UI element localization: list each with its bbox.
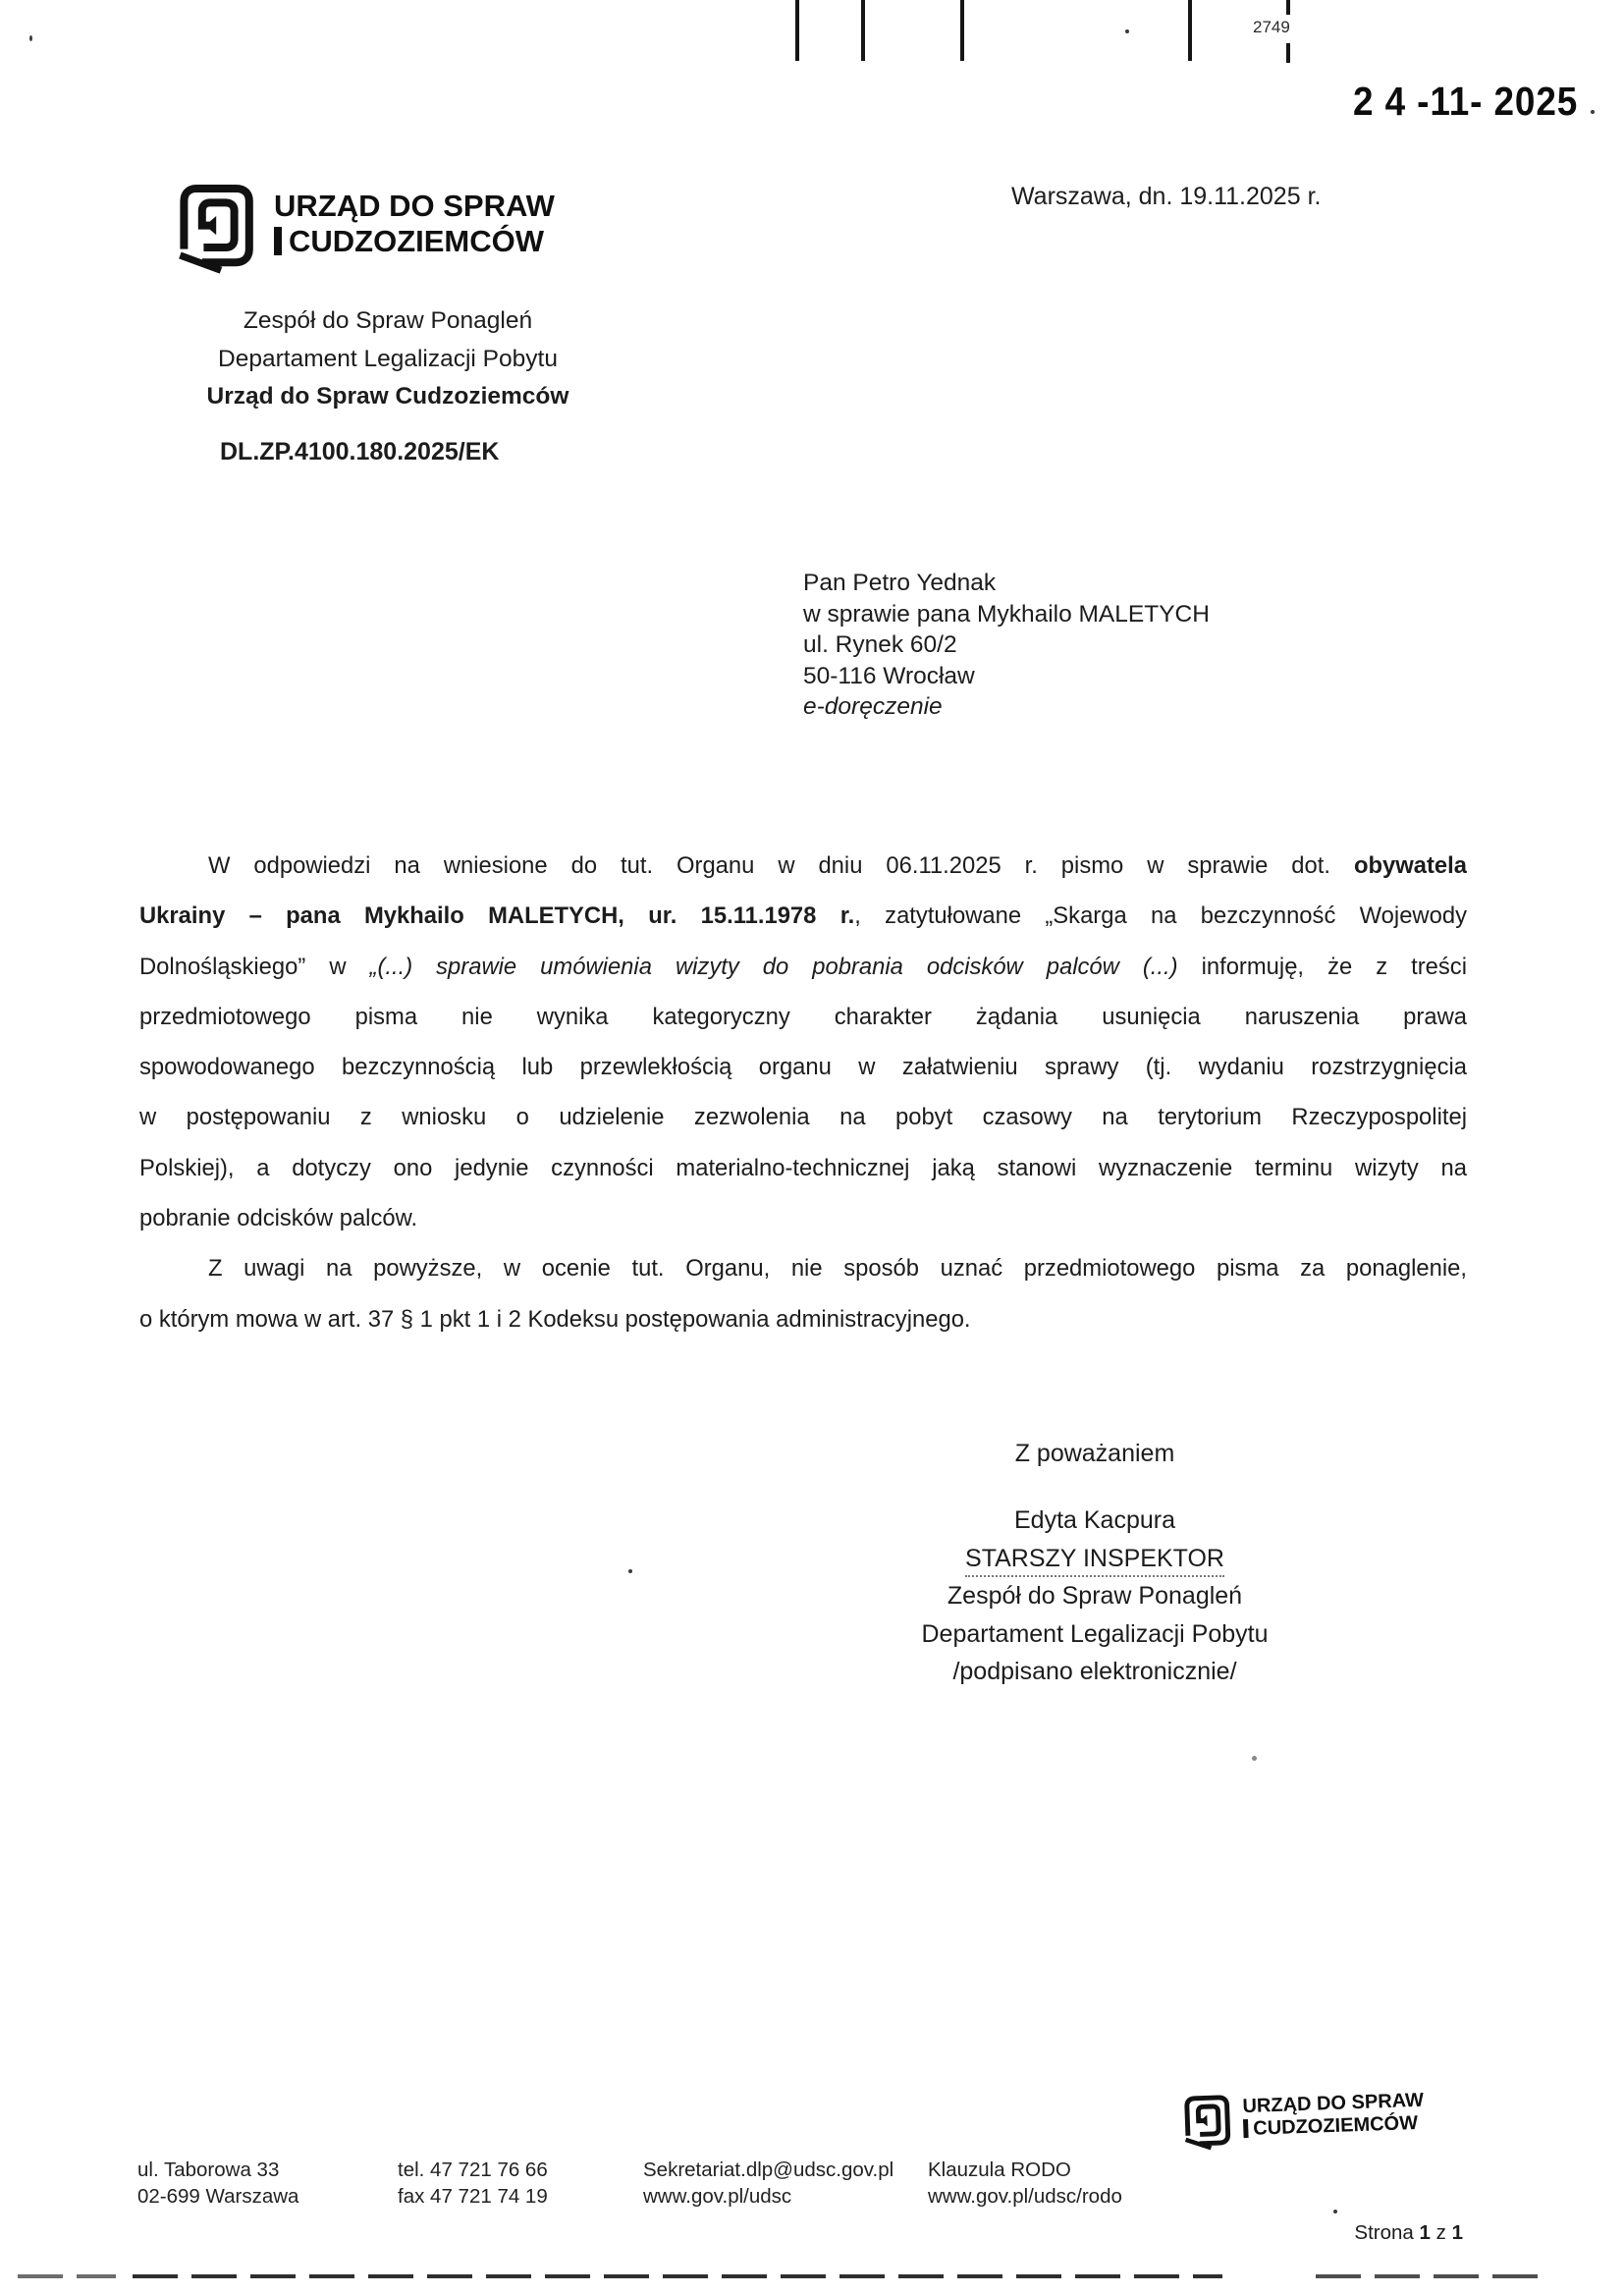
closing-block [771, 1440, 1419, 1691]
body-line [139, 1042, 1467, 1092]
page-number [1168, 2221, 1463, 2245]
text-segment: spowodowanego bezczynnością lub przewlekłością organu w załatwieniu sprawy (tj. wydaniu rozstrzygnięcia [139, 1054, 1467, 1081]
text-segment: obywatela [1353, 852, 1467, 879]
footer-phone [398, 2157, 548, 2210]
sender-department: Departament Legalizacji Pobytu [218, 345, 558, 372]
text-segment: Strona [1354, 2221, 1420, 2244]
body-line [139, 1193, 1467, 1243]
received-date-stamp: 2 4 -11- 2025 [1353, 79, 1579, 124]
text-segment: „(...) sprawie umówienia wizyty do pobrania odcisków palców (...) [369, 953, 1178, 980]
footer-address [137, 2157, 298, 2210]
sender-block [182, 302, 594, 416]
footer-office-logo [1180, 2086, 1425, 2153]
text-segment: przedmiotowego pisma nie wynika kategoryczny charakter żądania usunięcia naruszenia prawa [139, 1003, 1467, 1030]
text-segment: Dolnośląskiego” w [139, 953, 370, 980]
text-segment: Ukrainy – pana Mykhailo MALETYCH, ur. 15.11.1978 r. [139, 902, 855, 930]
scan-artifact [1252, 1756, 1257, 1761]
case-reference: DL.ZP.4100.180.2025/EK [220, 438, 500, 465]
signer-department: Departament Legalizacji Pobytu [921, 1619, 1269, 1648]
body-paragraph [139, 1243, 1467, 1344]
scan-artifact [1333, 2210, 1337, 2213]
footer-rodo-label: Klauzula RODO [928, 2158, 1071, 2181]
text-segment: Polskiej), a dotyczy ono jedynie czynności materialno-technicznej jaką stanowi wyznaczenie terminu wizyty na [139, 1154, 1467, 1181]
office-logo-text [274, 189, 555, 275]
text-segment: z [1430, 2221, 1452, 2244]
closing-salutation: Z poważaniem [1014, 1440, 1175, 1467]
signer-name: Edyta Kacpura [1014, 1506, 1175, 1534]
registration-mark [1188, 0, 1192, 61]
footer-email: Sekretariat.dlp@udsc.gov.pl [643, 2158, 894, 2181]
registration-mark [861, 0, 865, 61]
text-segment: w postępowaniu z wniosku o udzielenie zezwolenia na pobyt czasowy na terytorium Rzeczypospolitej [139, 1104, 1467, 1131]
body-line [139, 992, 1467, 1042]
footer-website: www.gov.pl/udsc [643, 2185, 792, 2208]
office-logo-line1: URZĄD DO SPRAW [274, 189, 555, 223]
text-segment: , zatytułowane „Skarga na bezczynność Wojewody [854, 902, 1467, 930]
body-line [139, 1092, 1467, 1142]
entry-number: 2749 [1253, 18, 1290, 36]
registration-mark [1286, 0, 1290, 15]
office-logo-line2: CUDZOZIEMCÓW [274, 224, 555, 259]
recipient-delivery-method: e-doręczenie [803, 693, 943, 720]
text-segment: 1 [1451, 2221, 1463, 2244]
letter-body [139, 841, 1467, 1344]
scan-edge-line [133, 2274, 1222, 2278]
body-line [139, 841, 1467, 891]
body-paragraph [139, 841, 1467, 1243]
text-segment: Z uwagi na powyższe, w ocenie tut. Organu, nie sposób uznać przedmiotowego pisma za ponaglenie, [208, 1255, 1467, 1283]
office-logo [174, 181, 555, 275]
text-segment: pobranie odcisków palców. [139, 1205, 418, 1232]
sender-unit: Zespół do Spraw Ponagleń [243, 307, 533, 334]
scan-edge-line [18, 2274, 116, 2278]
text-segment: informuję, że z treści [1177, 953, 1467, 980]
scan-artifact [1591, 110, 1595, 114]
body-line [139, 1243, 1467, 1293]
footer-logo-line1: URZĄD DO SPRAW [1242, 2089, 1425, 2118]
footer-logo-icon [1180, 2092, 1235, 2152]
registration-mark [960, 0, 964, 61]
scan-artifact [1125, 29, 1129, 33]
scan-edge-line [1316, 2274, 1540, 2278]
footer-email-web [643, 2157, 893, 2210]
text-segment: o którym mowa w art. 37 § 1 pkt 1 i 2 Kodeksu postępowania administracyjnego. [139, 1305, 971, 1333]
recipient-street: ul. Rynek 60/2 [803, 631, 957, 658]
body-line [139, 1143, 1467, 1193]
logo-icon [174, 181, 260, 275]
text-segment: W odpowiedzi na wniesione do tut. Organu w dniu 06.11.2025 r. pismo w sprawie dot. [208, 852, 1354, 879]
signer-title: STARSZY INSPEKTOR [771, 1540, 1419, 1578]
footer-fax: fax 47 721 74 19 [398, 2185, 548, 2208]
text-segment: 1 [1419, 2221, 1431, 2244]
recipient-name: Pan Petro Yednak [803, 570, 997, 596]
body-line [139, 1294, 1467, 1344]
sender-office: Urząd do Spraw Cudzoziemców [206, 383, 569, 410]
place-date: Warszawa, dn. 19.11.2025 r. [1011, 183, 1322, 210]
logo-divider-bar [274, 227, 282, 255]
footer-postal-city: 02-699 Warszawa [137, 2185, 299, 2208]
footer-logo-line2: CUDZOZIEMCÓW [1243, 2112, 1425, 2141]
body-line [139, 942, 1467, 992]
recipient-block [803, 568, 1210, 723]
recipient-regarding: w sprawie pana Mykhailo MALETYCH [803, 600, 1210, 628]
footer-rodo-link: www.gov.pl/udsc/rodo [928, 2185, 1122, 2208]
footer-street: ul. Taborowa 33 [137, 2158, 280, 2181]
footer-tel: tel. 47 721 76 66 [398, 2158, 548, 2181]
footer-rodo [928, 2157, 1122, 2210]
electronic-signature-note: /podpisano elektronicznie/ [952, 1658, 1237, 1686]
body-line [139, 891, 1467, 941]
signature-block [771, 1502, 1419, 1691]
footer-logo-text [1242, 2090, 1425, 2150]
scan-artifact [628, 1569, 632, 1573]
registration-mark [1286, 43, 1290, 63]
logo-divider-bar [1243, 2119, 1249, 2138]
registration-mark [795, 0, 799, 61]
scan-artifact [29, 35, 32, 41]
signer-unit: Zespół do Spraw Ponagleń [947, 1582, 1243, 1611]
recipient-city: 50-116 Wrocław [803, 662, 975, 689]
